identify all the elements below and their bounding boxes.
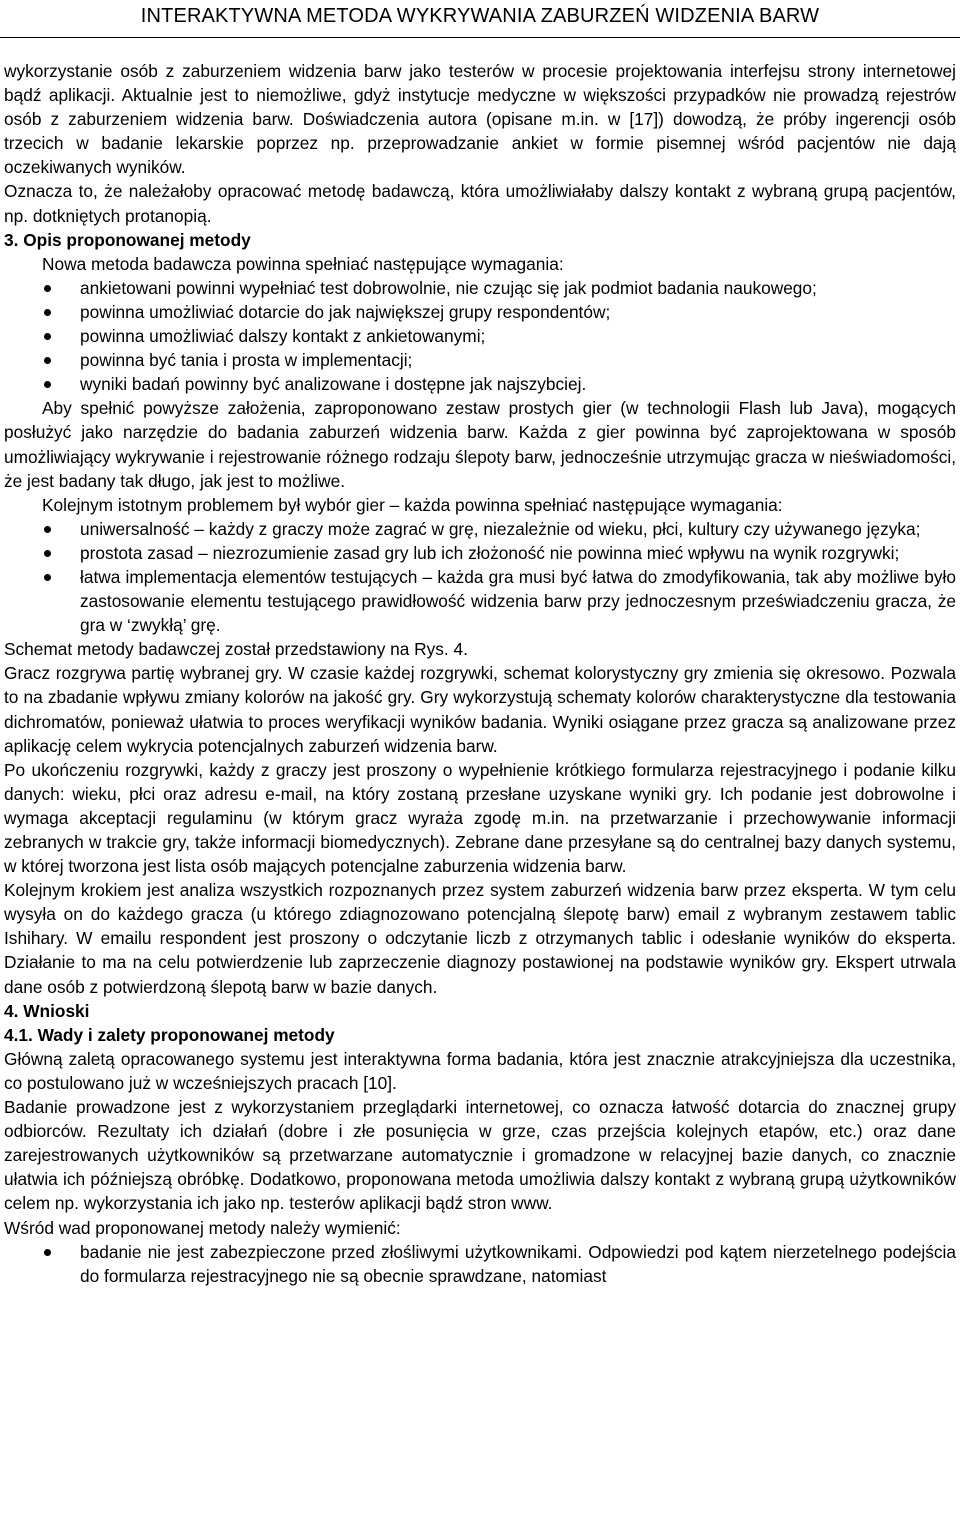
paragraph: Po ukończeniu rozgrywki, każdy z graczy jest proszony o wypełnienie krótkiego formularza rejestracyjnego i podanie kilku danych: wieku, płci oraz adresu e-mail, na który zostaną przesłane uzyskane wyniki gry. Ich podanie jest dobrowolne i wymaga akceptacji regulaminu (w którym gracz wyraża zgodę m.in. na przetwarzanie i przechowywanie informacji zebranych w trakcie gry, także informacji biomedycznych). Zebrane dane przesyłane są do centralnej bazy danych systemu, w której tworzona jest lista osób mających potencjalne zaburzenia widzenia barw. bbox=[4, 759, 956, 877]
bullet-icon bbox=[44, 526, 51, 533]
list-item bbox=[4, 372, 956, 396]
paragraph: Gracz rozgrywa partię wybranej gry. W czasie każdej rozgrywki, schemat kolorystyczny gry zmienia się okresowo. Pozwala to na zbadanie wpływu zmiany kolorów na jakość gry. Gry wykorzystują schematy kolorów charakterystyczne dla testowania dichromatów, ponieważ ułatwia to proces weryfikacji wyników badania. Wyniki osiągane przez gracza są analizowane przez aplikację celem wykrycia potencjalnych zaburzeń widzenia barw. bbox=[4, 663, 956, 756]
list-item-text: uniwersalność – każdy z graczy może zagrać w grę, niezależnie od wieku, płci, kultury czy używanego języka; bbox=[80, 518, 921, 539]
bullet-icon bbox=[44, 574, 51, 581]
paragraph: Kolejnym krokiem jest analiza wszystkich rozpoznanych przez system zaburzeń widzenia barw przez eksperta. W tym celu wysyła on do każdego gracza (u którego zdiagnozowano potencjalną ślepotę barw) email z wybranym zestawem tablic Ishihary. W emailu respondent jest proszony o odczytanie liczb z otrzymanych tablic i odesłanie wyników do eksperta. Działanie to ma na celu potwierdzenie lub zaprzeczenie diagnozy postawionej na podstawie wyników gry. Ekspert utrwala dane osób z potwierdzoną ślepotą barw w bazie danych. bbox=[4, 880, 956, 997]
section-heading: 4. Wnioski bbox=[4, 1000, 90, 1021]
running-header: INTERAKTYWNA METODA WYKRYWANIA ZABURZEŃ WIDZENIA BARW bbox=[140, 5, 820, 27]
list-item bbox=[4, 565, 956, 637]
bullet-list bbox=[4, 517, 956, 637]
list-item bbox=[4, 1240, 956, 1288]
bullet-icon bbox=[44, 550, 51, 557]
list-item-text: powinna umożliwiać dotarcie do jak największej grupy respondentów; bbox=[80, 301, 611, 322]
header-rule bbox=[0, 37, 960, 38]
list-item bbox=[4, 300, 956, 324]
paragraph: Aby spełnić powyższe założenia, zaproponowano zestaw prostych gier (w technologii Flash lub Java), mogących posłużyć jako narzędzie do badania zaburzeń widzenia barw. Każda z gier powinna być zaprojektowana w sposób umożliwiający wykrywanie i rejestrowanie różnego rodzaju ślepoty barw, jednocześnie utrzymując gracza w nieświadomości, że jest badany tak długo, jak jest to możliwe. bbox=[4, 398, 956, 491]
paragraph: Główną zaletą opracowanego systemu jest interaktywna forma badania, która jest znacznie atrakcyjniejsza dla uczestnika, co postulowano już w wcześniejszych pracach [10]. bbox=[4, 1048, 956, 1093]
paragraph: Oznacza to, że należałoby opracować metodę badawczą, która umożliwiałaby dalszy kontakt z wybraną grupą pacjentów, np. dotkniętych protanopią. bbox=[4, 181, 956, 226]
paragraph: Kolejnym istotnym problemem był wybór gier – każda powinna spełniać następujące wymagania: bbox=[42, 494, 783, 515]
document-body bbox=[4, 59, 956, 1288]
bullet-icon bbox=[44, 357, 51, 364]
list-item bbox=[4, 348, 956, 372]
bullet-icon bbox=[44, 381, 51, 388]
paragraph: Wśród wad proponowanej metody należy wymienić: bbox=[4, 1217, 401, 1238]
bullet-icon bbox=[44, 309, 51, 316]
list-item-text: powinna umożliwiać dalszy kontakt z ankietowanymi; bbox=[80, 326, 486, 347]
list-item-text: prostota zasad – niezrozumienie zasad gry lub ich złożoność nie powinna mieć wpływu na wynik rozgrywki; bbox=[80, 542, 900, 563]
paragraph: Nowa metoda badawcza powinna spełniać następujące wymagania: bbox=[42, 253, 564, 274]
list-item bbox=[4, 517, 956, 541]
section-heading: 3. Opis proponowanej metody bbox=[4, 229, 251, 250]
list-item bbox=[4, 324, 956, 348]
list-item-text: ankietowani powinni wypełniać test dobrowolnie, nie czując się jak podmiot badania naukowego; bbox=[80, 277, 817, 298]
bullet-icon bbox=[44, 285, 51, 292]
list-item-text: badanie nie jest zabezpieczone przed złośliwymi użytkownikami. Odpowiedzi pod kątem nierzetelnego podejścia do formularza rejestracyjnego nie są obecnie sprawdzane, natomiast bbox=[80, 1241, 956, 1286]
bullet-icon bbox=[44, 1249, 51, 1256]
paragraph: wykorzystanie osób z zaburzeniem widzenia barw jako testerów w procesie projektowania interfejsu strony internetowej bądź aplikacji. Aktualnie jest to niemożliwe, gdyż instytucje medyczne w większości przypadków nie prowadzą rejestrów osób z zaburzeniem widzenia barw. Doświadczenia autora (opisane m.in. w [17]) dowodzą, że próby ingerencji osób trzecich w badanie lekarskie poprzez np. przeprowadzanie ankiet w formie pisemnej wśród pacjentów nie dają oczekiwanych wyników. bbox=[4, 61, 956, 178]
bullet-icon bbox=[44, 333, 51, 340]
subsection-heading: 4.1. Wady i zalety proponowanej metody bbox=[4, 1024, 335, 1045]
list-item-text: powinna być tania i prosta w implementacji; bbox=[80, 350, 413, 371]
list-item bbox=[4, 541, 956, 565]
list-item bbox=[4, 276, 956, 300]
paragraph: Schemat metody badawczej został przedstawiony na Rys. 4. bbox=[4, 639, 468, 660]
paragraph: Badanie prowadzone jest z wykorzystaniem przeglądarki internetowej, co oznacza łatwość dotarcia do znacznej grupy odbiorców. Rezultaty ich działań (dobre i złe posunięcia w grze, czas przejścia kolejnych etapów, etc.) oraz dane zarejestrowanych użytkowników są przetwarzane automatycznie i gromadzone w relacyjnej bazie danych, co znacznie ułatwia ich późniejszą obróbkę. Dodatkowo, proponowana metoda umożliwia dalszy kontakt z wybraną grupą użytkowników celem np. wykorzystania ich jako np. testerów aplikacji bądź stron www. bbox=[4, 1097, 956, 1214]
bullet-list bbox=[4, 1240, 956, 1288]
bullet-list bbox=[4, 276, 956, 396]
list-item-text: wyniki badań powinny być analizowane i dostępne jak najszybciej. bbox=[80, 374, 587, 395]
list-item-text: łatwa implementacja elementów testujących – każda gra musi być łatwa do zmodyfikowania, tak aby możliwe było zastosowanie elementu testującego prawidłowość widzenia barw przy jednoczesnym przeświadczeniu gracza, że gra w ‘zwykłą’ grę. bbox=[80, 566, 956, 636]
